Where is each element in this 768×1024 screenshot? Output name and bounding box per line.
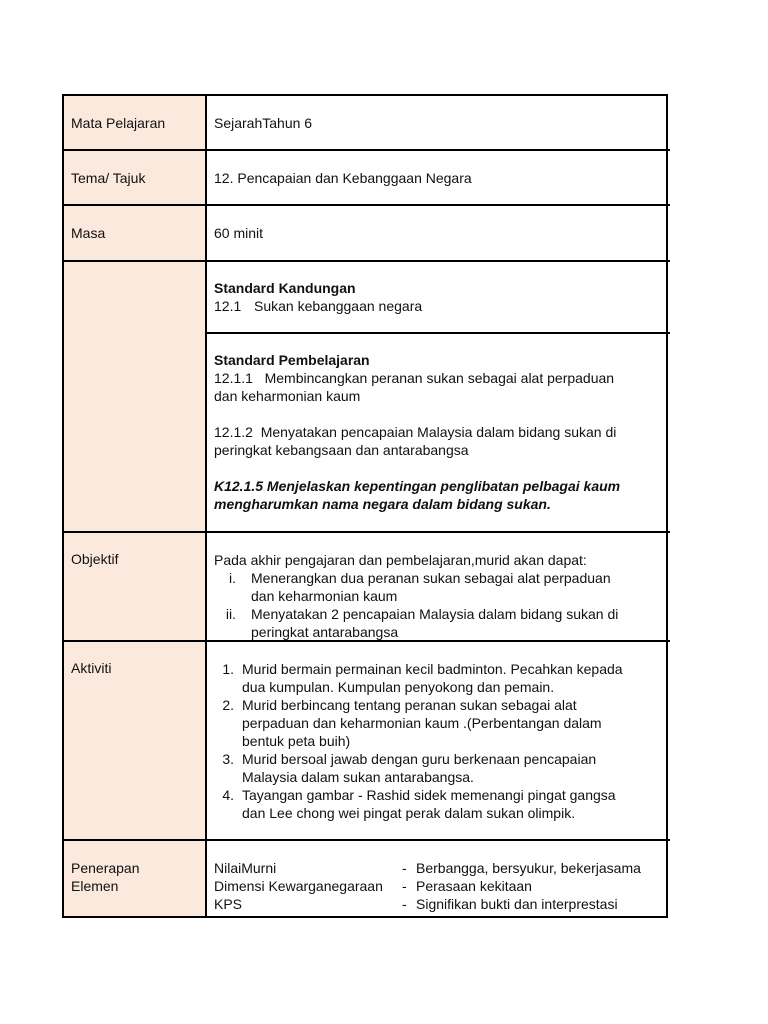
label-aktiviti: Aktiviti xyxy=(64,642,207,841)
list-item-line: Menerangkan dua peranan sukan sebagai alat perpaduan xyxy=(251,570,611,586)
list-item xyxy=(214,569,662,605)
list-item-line: perpaduan dan keharmonian kaum .(Perbentangan dalam xyxy=(242,715,602,731)
penerapan-value: Signifikan bukti dan interprestasi xyxy=(416,896,618,912)
list-item-line: Tayangan gambar - Rashid sidek memenangi pingat gangsa xyxy=(242,787,616,803)
list-item xyxy=(214,660,662,696)
sp-item1-line2: dan keharmonian kaum xyxy=(214,388,361,404)
list-item-line: bentuk peta buih) xyxy=(242,733,351,749)
list-item-line: dan Lee chong wei pingat perak dalam sukan olimpik. xyxy=(242,805,576,821)
standard-pembelajaran-heading: Standard Pembelajaran xyxy=(214,352,370,368)
list-marker: i. xyxy=(229,570,236,586)
sp-k-line1: K12.1.5 Menjelaskan kepentingan penglibatan pelbagai kaum xyxy=(214,478,621,494)
penerapan-label-line1: Penerapan xyxy=(71,860,140,876)
list-item xyxy=(214,786,662,822)
penerapan-line xyxy=(214,877,662,895)
penerapan-value: Berbangga, bersyukur, bekerjasama xyxy=(416,860,641,876)
label-masa: Masa xyxy=(64,206,207,262)
list-marker: 3. xyxy=(222,751,234,767)
list-item-line: peringkat antarabangsa xyxy=(251,624,399,640)
label-objektif: Objektif xyxy=(64,533,207,642)
list-item-line: Malaysia dalam sukan antarabangsa. xyxy=(242,769,474,785)
list-item-line: Menyatakan 2 pencapaian Malaysia dalam bidang sukan di xyxy=(251,606,619,622)
list-marker: 2. xyxy=(222,697,234,713)
label-mata-pelajaran: Mata Pelajaran xyxy=(64,96,207,151)
standard-kandungan-cell xyxy=(207,262,670,334)
list-item xyxy=(214,750,662,786)
sp-item2-line1: 12.1.2 Menyatakan pencapaian Malaysia dalam bidang sukan di xyxy=(214,424,617,440)
label-standard-empty xyxy=(64,262,207,533)
label-tema: Tema/ Tajuk xyxy=(64,151,207,206)
aktiviti-cell xyxy=(207,642,670,841)
penerapan-line xyxy=(214,895,662,913)
penerapan-dash: - xyxy=(402,896,407,912)
value-mata-pelajaran: SejarahTahun 6 xyxy=(207,96,670,151)
list-marker: ii. xyxy=(225,606,236,622)
list-item-line: dua kumpulan. Kumpulan penyokong dan pemain. xyxy=(242,679,555,695)
value-masa: 60 minit xyxy=(207,206,670,262)
standard-pembelajaran-cell xyxy=(207,334,670,533)
list-item-line: Murid berbincang tentang peranan sukan sebagai alat xyxy=(242,697,577,713)
standard-kandungan-code: 12.1 xyxy=(214,298,242,314)
list-item-line: dan keharmonian kaum xyxy=(251,588,398,604)
penerapan-label-line2: Elemen xyxy=(71,878,119,894)
standard-kandungan-text: Sukan kebanggaan negara xyxy=(254,298,423,314)
label-penerapan-elemen xyxy=(64,841,207,916)
penerapan-dash: - xyxy=(402,860,407,876)
list-marker: 4. xyxy=(222,787,234,803)
lesson-plan-table xyxy=(62,94,668,918)
sp-k-line2: mengharumkan nama negara dalam bidang sukan. xyxy=(214,496,551,512)
penerapan-line xyxy=(214,859,662,877)
penerapan-key: KPS xyxy=(214,896,243,912)
sp-item1-line1: 12.1.1 Membincangkan peranan sukan sebagai alat perpaduan xyxy=(214,370,615,386)
list-marker: 1. xyxy=(222,661,234,677)
value-tema: 12. Pencapaian dan Kebanggaan Negara xyxy=(207,151,670,206)
list-item-line: Murid bermain permainan kecil badminton. Pecahkan kepada xyxy=(242,661,623,677)
penerapan-key: NilaiMurni xyxy=(214,860,277,876)
objektif-list xyxy=(214,569,662,641)
list-item-line: Murid bersoal jawab dengan guru berkenaan pencapaian xyxy=(242,751,597,767)
list-item xyxy=(214,696,662,750)
sp-item2-line2: peringkat kebangsaan dan antarabangsa xyxy=(214,442,469,458)
aktiviti-list xyxy=(214,660,662,822)
penerapan-value: Perasaan kekitaan xyxy=(416,878,532,894)
standard-kandungan-heading: Standard Kandungan xyxy=(214,280,356,296)
penerapan-cell xyxy=(207,841,670,916)
objektif-intro: Pada akhir pengajaran dan pembelajaran,murid akan dapat: xyxy=(214,552,587,568)
penerapan-dash: - xyxy=(402,878,407,894)
penerapan-key: Dimensi Kewarganegaraan xyxy=(214,878,383,894)
objektif-cell xyxy=(207,533,670,642)
standard-kandungan-item xyxy=(214,297,662,315)
list-item xyxy=(214,605,662,641)
